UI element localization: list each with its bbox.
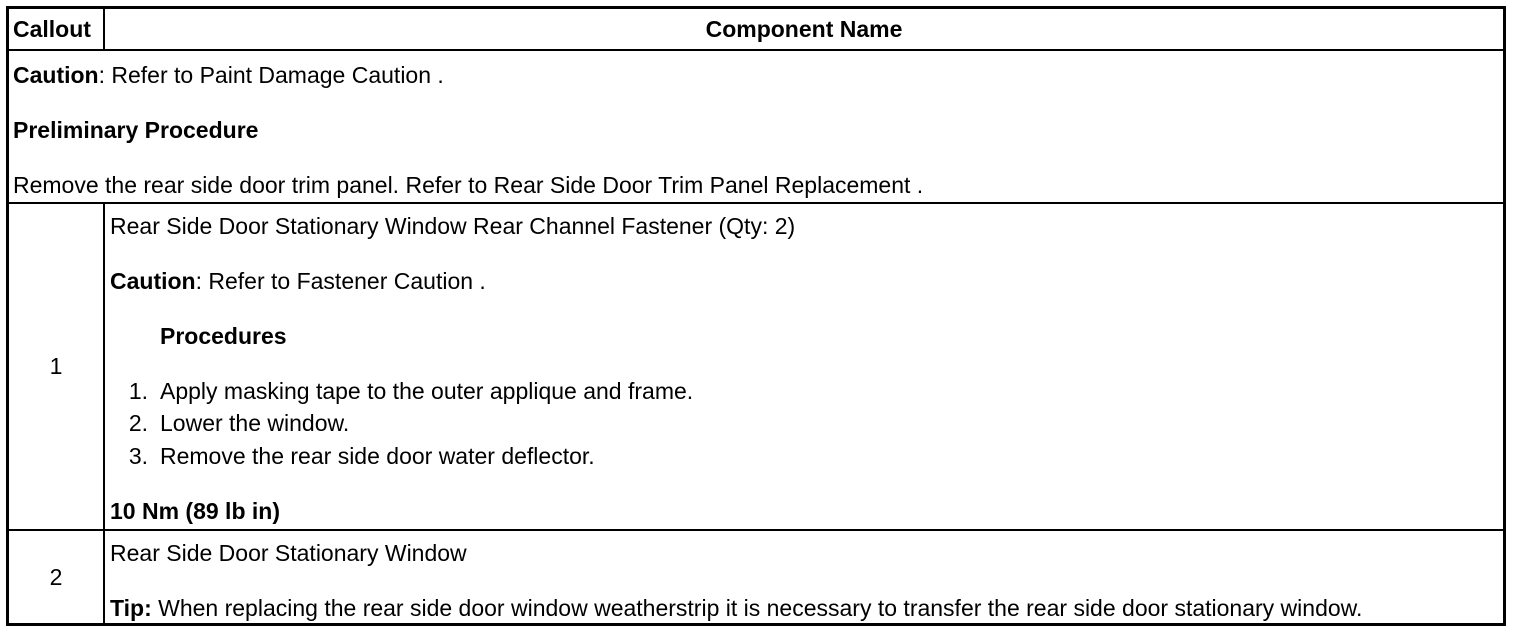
component-cell	[105, 531, 1503, 623]
caution-label: Caution	[110, 268, 196, 294]
tip-label: Tip:	[110, 595, 152, 621]
component-name-column-header: Component Name	[705, 16, 903, 42]
step-text: Lower the window.	[160, 410, 350, 436]
table-row	[9, 531, 1503, 623]
preliminary-heading: Preliminary Procedure	[13, 117, 259, 143]
component-name: Rear Side Door Stationary Window	[110, 540, 467, 566]
component-cell	[105, 204, 1503, 529]
preliminary-caution	[13, 61, 444, 89]
tip-note	[110, 594, 1362, 622]
list-item	[114, 409, 349, 437]
caution-label: Caution	[13, 62, 99, 88]
procedures-heading: Procedures	[160, 323, 287, 349]
step-number: 2.	[128, 410, 148, 436]
callout-column-header: Callout	[9, 9, 105, 49]
table-row	[9, 204, 1503, 531]
caution-text: : Refer to Paint Damage Caution .	[98, 62, 444, 88]
list-item	[114, 377, 693, 405]
step-text: Remove the rear side door water deflector.	[160, 443, 595, 469]
preliminary-instruction: Remove the rear side door trim panel. Refer to Rear Side Door Trim Panel Replacement .	[13, 172, 924, 198]
list-item	[114, 442, 595, 470]
step-number: 1.	[128, 378, 148, 404]
torque-spec: 10 Nm (89 lb in)	[110, 498, 280, 524]
step-number: 3.	[128, 443, 148, 469]
caution-text: : Refer to Fastener Caution .	[195, 268, 486, 294]
table-header-row	[9, 9, 1503, 51]
component-table	[6, 6, 1506, 626]
tip-text: When replacing the rear side door window weatherstrip it is necessary to transfer the rear side door stationary window.	[151, 595, 1363, 621]
fastener-caution	[110, 267, 486, 295]
callout-cell: 2	[9, 531, 105, 623]
component-name: Rear Side Door Stationary Window Rear Channel Fastener (Qty: 2)	[110, 213, 796, 239]
step-text: Apply masking tape to the outer applique and frame.	[160, 378, 694, 404]
preliminary-section	[9, 51, 1503, 204]
callout-cell: 1	[9, 204, 105, 529]
